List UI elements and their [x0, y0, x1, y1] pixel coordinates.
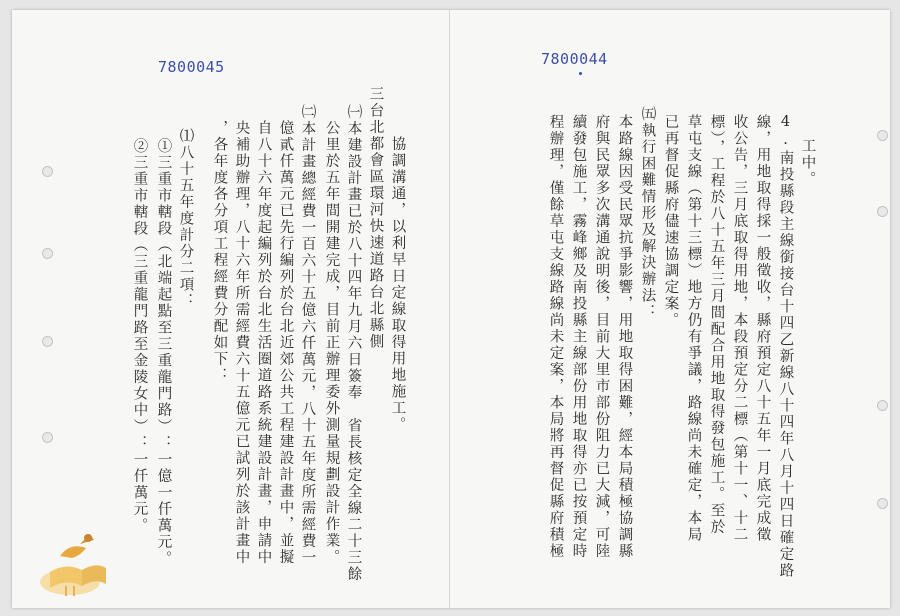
text-column: 草屯支線（第十三標）地方仍有爭議，路線尚未確定，本局 [685, 114, 702, 543]
text-column: 程辦理，僅餘草屯支線路線尚未定案，本局將再督促縣府積極 [547, 114, 564, 560]
punch-hole [42, 248, 53, 259]
text-column: 線，用地取得採一般徵收，縣府預定八十五年一月底完成徵 [754, 114, 771, 543]
text-column: 本路線因受民眾抗爭影響，用地取得困難，經本局積極協調縣 [616, 114, 633, 560]
punch-hole [877, 206, 888, 217]
text-column: 標），工程於八十五年三月間配合用地取得發包施工。至於 [708, 114, 725, 536]
text-column: ①三重市轄段（北端起點至三重龍門路）：一億一仟萬元。 [155, 138, 172, 567]
text-column: 收公告，三月底取得用地，本段預定分二標（第十一、十二 [731, 114, 748, 543]
right-page [449, 10, 890, 608]
text-column: 自八十六年度起編列於台北生活圈道路系統建設計畫，申請中 [255, 120, 272, 566]
text-column: 億貳仟萬元已先行編列於台北近郊公共工程建設計畫中，並擬 [277, 120, 294, 566]
text-column: ㈡本計畫總經費一百六十五億六仟萬元，八十五年度所需經費一 [299, 104, 316, 566]
text-column: ②三重市轄段（三重龍門路至金陵女中）：一仟萬元。 [131, 138, 148, 534]
text-column: 三台北都會區環河快速道路台北縣側 [367, 86, 384, 350]
library-logo-icon [36, 528, 116, 600]
text-column: ㈤執行困難情形及解決辦法： [639, 106, 656, 321]
punch-hole [877, 498, 888, 509]
left-page [12, 10, 450, 608]
stamp-mark [579, 72, 582, 75]
page-stamp-left: 7800045 [158, 58, 225, 76]
text-column: ，各年度各分項工程經費分配如下： [211, 120, 228, 384]
page-stamp-right: 7800044 [541, 50, 608, 68]
text-column: 已再督促縣府儘速協調定案。 [662, 114, 679, 329]
punch-hole [877, 400, 888, 411]
scanned-document-spread [12, 10, 890, 608]
text-column: 工中。 [799, 138, 816, 188]
punch-hole [42, 166, 53, 177]
punch-hole [42, 432, 53, 443]
text-column: 央補助辦理，八十六年所需經費六十五億元已試列於該計畫中 [233, 120, 250, 566]
punch-hole [877, 130, 888, 141]
text-column: 協調溝通，以利早日定線取得用地施工。 [389, 136, 406, 433]
text-column: 續發包施工，霧峰鄉及南投縣主線部份用地取得亦已按預定時 [570, 114, 587, 560]
text-column: 公里於五年間開建完成，目前正辦理委外測量規劃設計作業。 [323, 120, 340, 566]
punch-hole [42, 336, 53, 347]
text-column: ⑴八十五年度計分二項： [177, 128, 194, 310]
text-column: 府與民眾多次溝通說明後，目前大里市部份阻力已大減，可陸 [593, 114, 610, 560]
text-column: 4.南投縣段主線銜接台十四乙新線八十四年八月十四日確定路 [777, 114, 794, 579]
text-column: ㈠本建設計畫已於八十四年九月六日簽奉 省長核定全線二十三餘 [345, 104, 362, 583]
